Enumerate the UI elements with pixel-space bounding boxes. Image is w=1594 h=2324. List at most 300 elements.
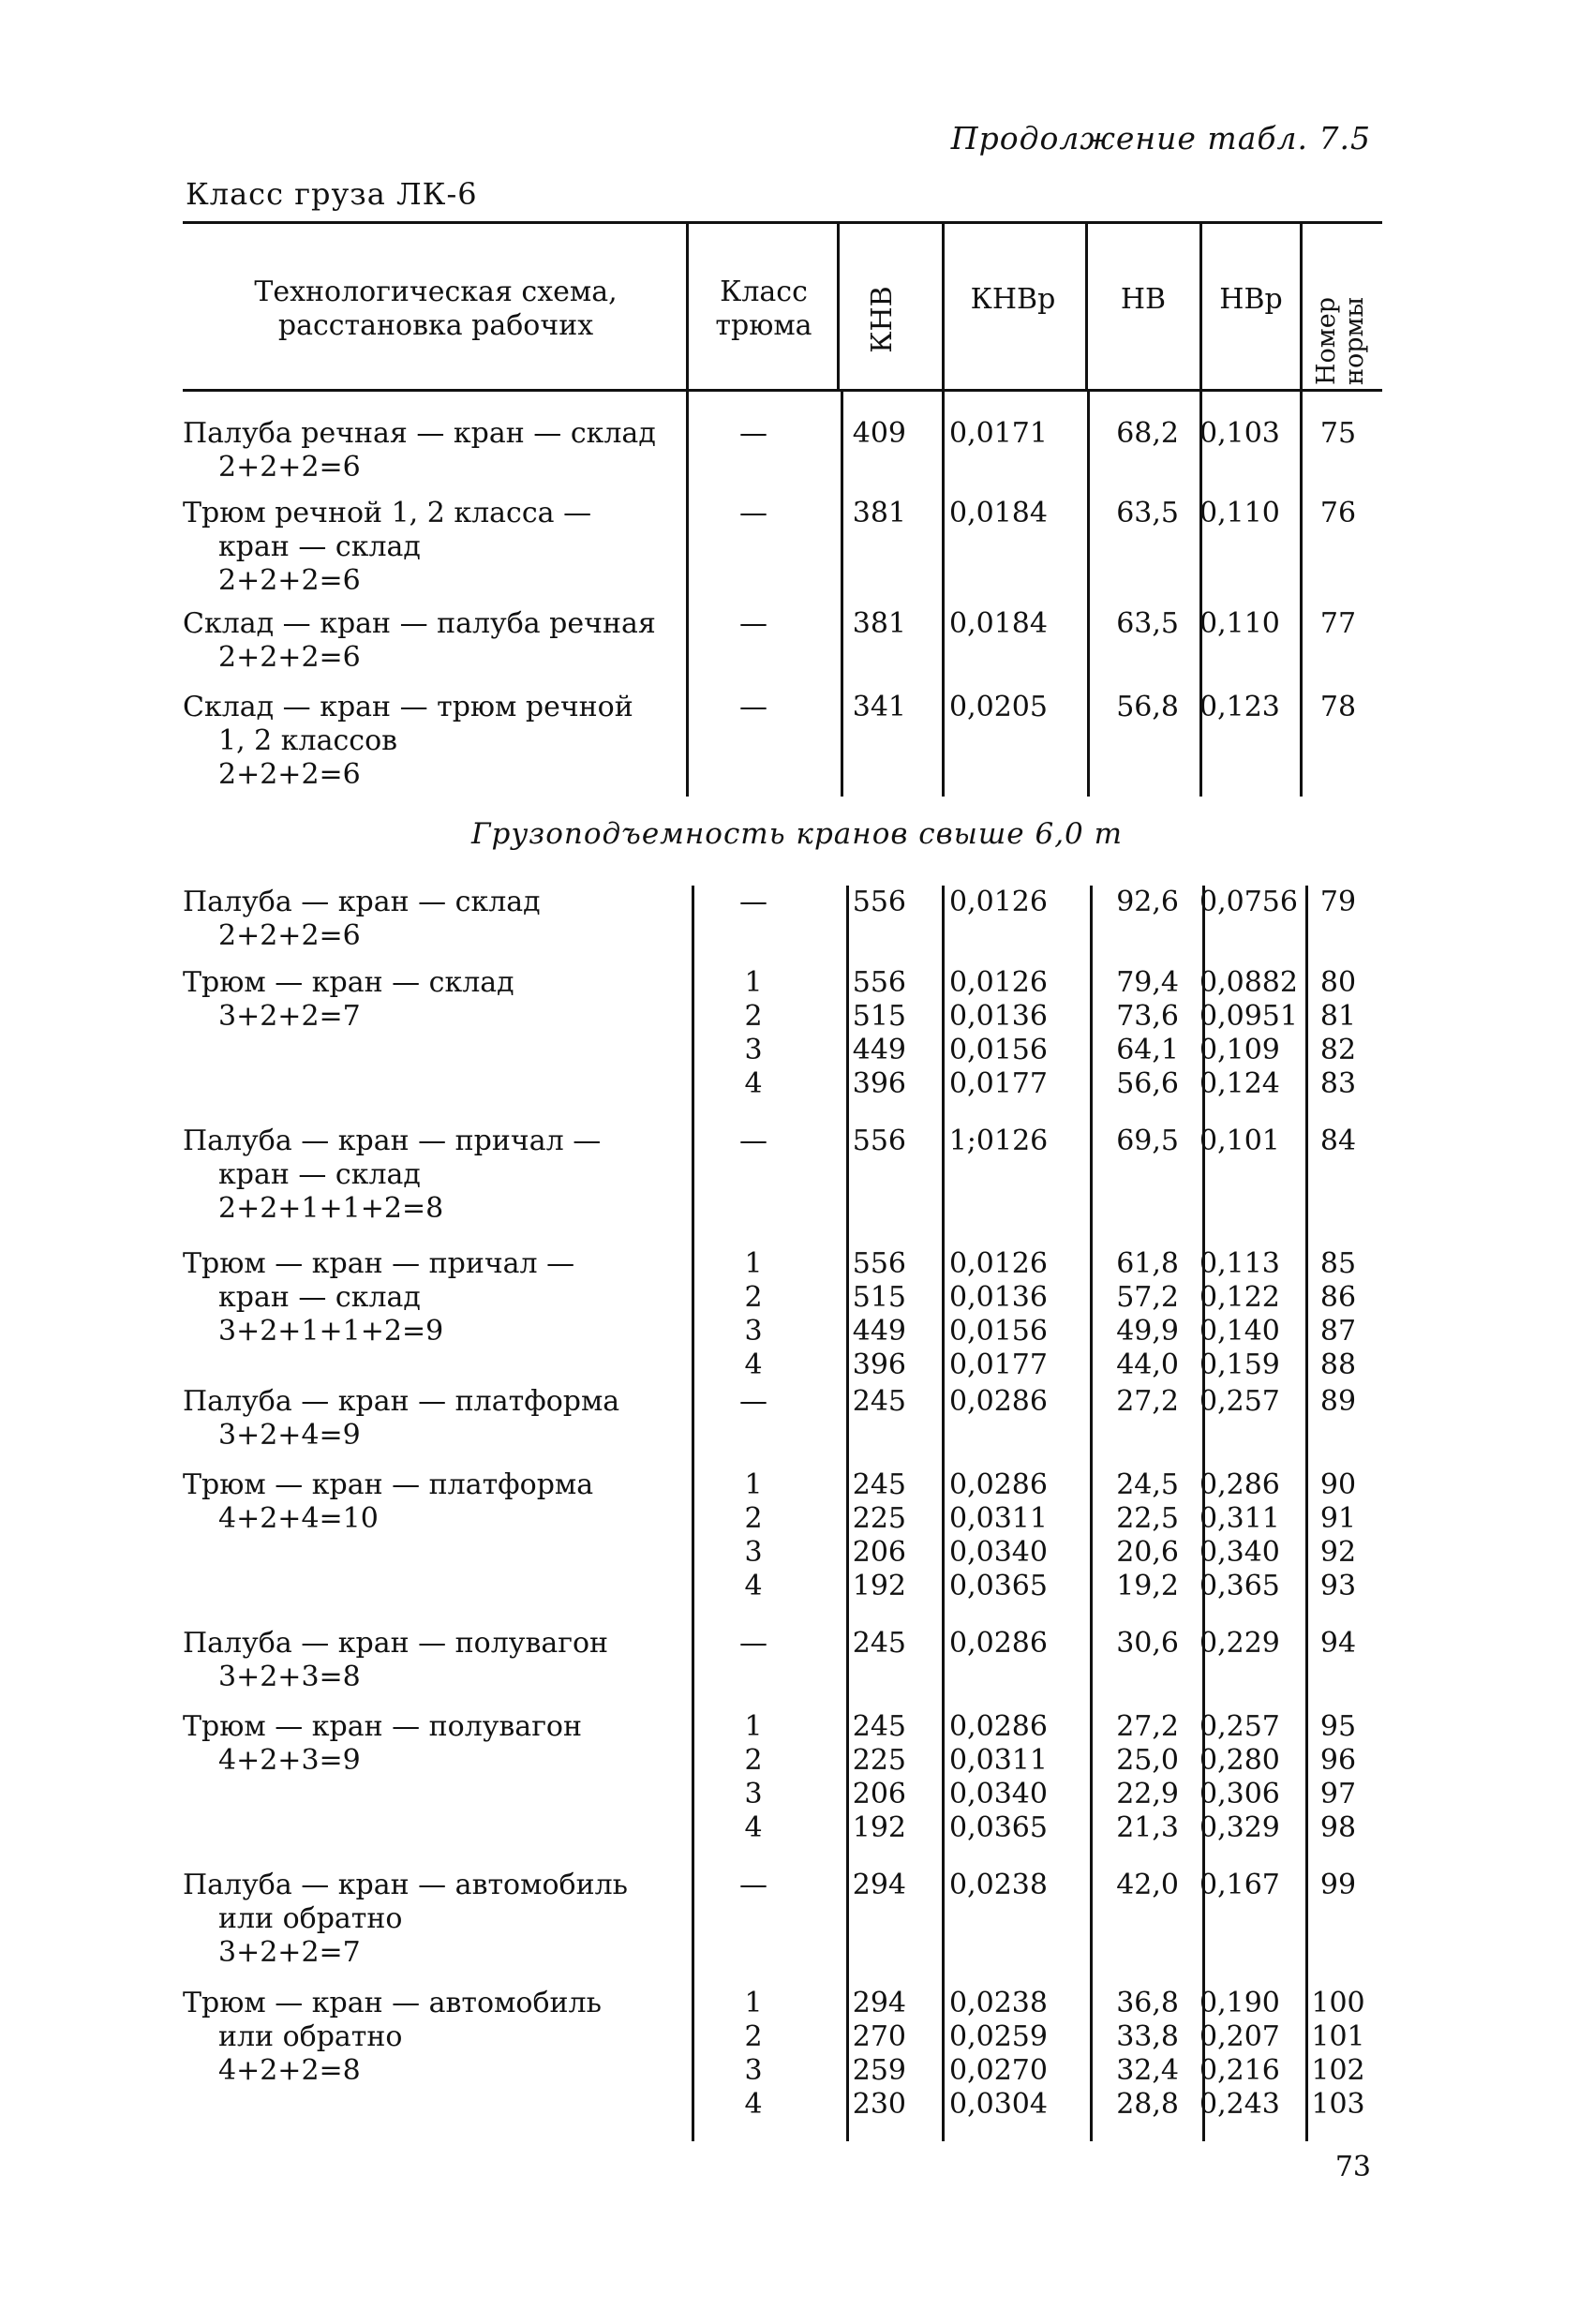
column-divider xyxy=(686,392,689,797)
column-header-norm-number: Номер нормы xyxy=(1312,296,1369,385)
norm-number-cell-value: 89 xyxy=(1319,1385,1357,1418)
header-divider xyxy=(686,223,689,390)
knv-cell-value: 381 xyxy=(852,497,906,529)
hold-class-cell-value: 4 xyxy=(744,1348,763,1381)
hold-class-cell xyxy=(712,886,795,919)
nvr-cell xyxy=(1199,1247,1301,1382)
hold-class-cell-value: 1 xyxy=(744,1468,763,1501)
scheme-cell xyxy=(183,1125,679,1226)
knvr-cell-value: 0,0270 xyxy=(949,2054,1048,2087)
nv-cell-value: 32,4 xyxy=(1116,2054,1179,2087)
knvr-cell-value: 0,0365 xyxy=(949,1570,1048,1602)
cargo-class-label: Класс груза ЛК-6 xyxy=(186,176,478,212)
nv-cell-value: 36,8 xyxy=(1116,1987,1179,2019)
knvr-cell-value: 0,0238 xyxy=(949,1987,1048,2019)
nvr-cell-value: 0,0951 xyxy=(1199,1000,1298,1033)
knvr-cell-value: 0,0156 xyxy=(949,1315,1048,1348)
knv-cell-value: 381 xyxy=(852,607,906,640)
table-continuation-caption: Продолжение табл. 7.5 xyxy=(950,120,1371,156)
nv-cell-value: 63,5 xyxy=(1116,607,1179,640)
knvr-cell-value: 0,0365 xyxy=(949,1811,1048,1844)
knvr-cell-value: 0,0311 xyxy=(949,1502,1048,1535)
norm-number-cell-value: 98 xyxy=(1319,1811,1357,1844)
norm-number-cell xyxy=(1305,497,1371,530)
hold-class-cell-value: 4 xyxy=(744,2088,763,2121)
scheme-line: 3+2+2=7 xyxy=(218,1936,361,1969)
scheme-line: 2+2+2=6 xyxy=(218,758,361,791)
scheme-cell xyxy=(183,1710,679,1778)
knvr-cell-value: 0,0304 xyxy=(949,2088,1048,2121)
nvr-cell xyxy=(1199,886,1301,919)
norm-number-cell xyxy=(1305,1627,1371,1661)
column-header-nvr: НВр xyxy=(1219,283,1283,316)
nvr-cell-value: 0,365 xyxy=(1199,1570,1280,1602)
scheme-line: 2+2+2=6 xyxy=(218,919,361,952)
nvr-cell-value: 0,257 xyxy=(1199,1710,1280,1743)
nv-cell-value: 49,9 xyxy=(1116,1315,1179,1348)
norm-number-cell-value: 81 xyxy=(1319,1000,1357,1033)
norm-number-cell-value: 94 xyxy=(1319,1627,1357,1660)
scheme-line: кран — склад xyxy=(218,1158,421,1191)
nv-cell-value: 92,6 xyxy=(1116,886,1179,918)
nvr-cell-value: 0,0882 xyxy=(1199,966,1298,999)
scheme-cell xyxy=(183,607,679,675)
knv-cell-value: 259 xyxy=(852,2054,906,2087)
nv-cell xyxy=(1087,1385,1179,1419)
norm-number-cell xyxy=(1305,966,1371,1101)
scheme-cell xyxy=(183,497,679,598)
hold-class-cell-value: 2 xyxy=(744,1281,763,1314)
knv-cell xyxy=(839,1987,906,2122)
table-top-rule xyxy=(183,221,1382,224)
knv-cell-value: 294 xyxy=(852,1987,906,2019)
nvr-cell-value: 0,101 xyxy=(1199,1125,1280,1157)
nvr-cell xyxy=(1199,1710,1301,1845)
knvr-cell-value: 0,0171 xyxy=(949,417,1048,450)
nvr-cell-value: 0,340 xyxy=(1199,1536,1280,1569)
knvr-cell-value: 0,0126 xyxy=(949,966,1048,999)
nv-cell-value: 63,5 xyxy=(1116,497,1179,529)
hold-class-cell-value: 2 xyxy=(744,1000,763,1033)
hold-class-cell-value: 1 xyxy=(744,1710,763,1743)
scheme-cell xyxy=(183,886,679,953)
knv-cell xyxy=(839,1385,906,1419)
nv-cell xyxy=(1087,966,1179,1101)
scheme-line: Палуба речная — кран — склад xyxy=(183,417,656,450)
scheme-cell xyxy=(183,1468,679,1536)
column-divider xyxy=(1087,392,1090,797)
knvr-cell xyxy=(940,966,1057,1101)
header-divider xyxy=(942,223,945,390)
nv-cell-value: 33,8 xyxy=(1116,2020,1179,2053)
norm-number-cell-value: 91 xyxy=(1319,1502,1357,1535)
nv-cell xyxy=(1087,1869,1179,1902)
knv-cell-value: 192 xyxy=(852,1570,906,1602)
knv-cell-value: 556 xyxy=(852,886,906,918)
norm-number-cell-value: 83 xyxy=(1319,1067,1357,1100)
knvr-cell-value: 0,0259 xyxy=(949,2020,1048,2053)
knv-cell xyxy=(839,607,906,641)
scheme-line: Трюм — кран — автомобиль xyxy=(183,1987,602,2019)
header-divider xyxy=(837,223,840,390)
nv-cell-value: 27,2 xyxy=(1116,1710,1179,1743)
nv-cell-value: 28,8 xyxy=(1116,2088,1179,2121)
nv-cell-value: 42,0 xyxy=(1116,1869,1179,1901)
norm-number-cell xyxy=(1305,1468,1371,1603)
nvr-cell-value: 0,280 xyxy=(1199,1744,1280,1777)
hold-class-cell-value: — xyxy=(739,497,767,529)
knv-cell-value: 556 xyxy=(852,1247,906,1280)
nv-cell-value: 21,3 xyxy=(1116,1811,1179,1844)
knv-cell xyxy=(839,1869,906,1902)
knvr-cell xyxy=(940,1710,1057,1845)
knv-cell-value: 341 xyxy=(852,691,906,723)
column-divider xyxy=(1199,392,1202,797)
hold-class-cell-value: 2 xyxy=(744,1502,763,1535)
nvr-cell-value: 0,243 xyxy=(1199,2088,1280,2121)
knvr-cell-value: 0,0205 xyxy=(949,691,1048,723)
hold-class-cell xyxy=(712,1247,795,1382)
column-divider xyxy=(942,392,945,797)
norm-number-cell xyxy=(1305,1710,1371,1845)
knvr-cell-value: 0,0126 xyxy=(949,1247,1048,1280)
nv-cell-value: 20,6 xyxy=(1116,1536,1179,1569)
hold-class-cell xyxy=(712,417,795,451)
norm-number-cell-value: 100 xyxy=(1311,1987,1365,2019)
knvr-cell-value: 0,0286 xyxy=(949,1468,1048,1501)
knvr-cell xyxy=(940,886,1057,919)
norm-number-cell-value: 76 xyxy=(1319,497,1357,529)
knv-cell xyxy=(839,966,906,1101)
knvr-cell-value: 1;0126 xyxy=(948,1125,1049,1157)
nv-cell xyxy=(1087,497,1179,530)
knv-cell xyxy=(839,1627,906,1661)
knv-cell-value: 449 xyxy=(852,1315,906,1348)
hold-class-cell-value: 1 xyxy=(744,1987,763,2019)
knvr-cell xyxy=(940,1987,1057,2122)
nv-cell-value: 44,0 xyxy=(1116,1348,1179,1381)
knvr-cell-value: 0,0286 xyxy=(949,1710,1048,1743)
nvr-cell-value: 0,167 xyxy=(1199,1869,1280,1901)
norm-number-cell-value: 87 xyxy=(1319,1315,1357,1348)
knvr-cell-value: 0,0311 xyxy=(949,1744,1048,1777)
nv-cell-value: 64,1 xyxy=(1116,1034,1179,1066)
knv-cell-value: 206 xyxy=(852,1536,906,1569)
scheme-cell xyxy=(183,691,679,792)
column-header-knvr: КНВр xyxy=(970,283,1056,316)
nvr-cell-value: 0,329 xyxy=(1199,1811,1280,1844)
hold-class-cell-value: — xyxy=(739,607,767,640)
nvr-cell-value: 0,110 xyxy=(1199,607,1280,640)
nv-cell-value: 27,2 xyxy=(1116,1385,1179,1418)
header-divider xyxy=(1199,223,1202,390)
column-header-scheme: Технологическая схема, расстановка рабочих xyxy=(254,276,618,342)
hold-class-cell xyxy=(712,1710,795,1845)
scheme-line: или обратно xyxy=(218,2020,403,2053)
knvr-cell xyxy=(940,1627,1057,1661)
norm-number-cell-value: 97 xyxy=(1319,1778,1357,1810)
hold-class-cell xyxy=(712,1987,795,2122)
knv-cell-value: 230 xyxy=(852,2088,906,2121)
hold-class-cell-value: 4 xyxy=(744,1067,763,1100)
scheme-line: 4+2+4=10 xyxy=(218,1502,379,1535)
scheme-line: кран — склад xyxy=(218,1281,421,1314)
norm-number-cell-value: 95 xyxy=(1319,1710,1357,1743)
nvr-cell-value: 0,229 xyxy=(1199,1627,1280,1660)
knvr-cell xyxy=(940,1125,1057,1158)
nv-cell xyxy=(1087,1710,1179,1845)
scheme-line: 2+2+2=6 xyxy=(218,641,361,674)
knvr-cell-value: 0,0126 xyxy=(949,886,1048,918)
nv-cell-value: 22,9 xyxy=(1116,1778,1179,1810)
nv-cell xyxy=(1087,1468,1179,1603)
nvr-cell-value: 0,110 xyxy=(1199,497,1280,529)
nvr-cell xyxy=(1199,1125,1301,1158)
nv-cell xyxy=(1087,1987,1179,2122)
hold-class-cell-value: — xyxy=(739,1627,767,1660)
norm-number-cell-value: 96 xyxy=(1319,1744,1357,1777)
scheme-line: Палуба — кран — причал — xyxy=(183,1125,602,1157)
scheme-cell xyxy=(183,1247,679,1348)
knv-cell-value: 515 xyxy=(852,1000,906,1033)
nv-cell xyxy=(1087,607,1179,641)
scheme-line: 4+2+2=8 xyxy=(218,2054,361,2087)
hold-class-cell xyxy=(712,607,795,641)
scheme-line: Трюм речной 1, 2 класса — xyxy=(183,497,592,529)
hold-class-cell-value: 4 xyxy=(744,1570,763,1602)
norm-number-cell xyxy=(1305,1869,1371,1902)
knv-cell-value: 396 xyxy=(852,1067,906,1100)
hold-class-cell-value: 1 xyxy=(744,1247,763,1280)
hold-class-cell xyxy=(712,1468,795,1603)
knvr-cell xyxy=(940,497,1057,530)
nvr-cell-value: 0,140 xyxy=(1199,1315,1280,1348)
knv-cell-value: 515 xyxy=(852,1281,906,1314)
scheme-line: 3+2+2=7 xyxy=(218,1000,361,1033)
scheme-line: 3+2+1+1+2=9 xyxy=(218,1315,444,1348)
scheme-line: Трюм — кран — склад xyxy=(183,966,514,999)
nv-cell xyxy=(1087,1627,1179,1661)
knvr-cell xyxy=(940,691,1057,724)
knv-cell-value: 192 xyxy=(852,1811,906,1844)
nv-cell xyxy=(1087,1125,1179,1158)
hold-class-cell-value: 3 xyxy=(744,2054,763,2087)
nvr-cell xyxy=(1199,966,1301,1101)
hold-class-cell xyxy=(712,966,795,1101)
knvr-cell xyxy=(940,1247,1057,1382)
norm-number-cell-value: 102 xyxy=(1311,2054,1365,2087)
column-divider xyxy=(692,886,694,2141)
knvr-cell-value: 0,0286 xyxy=(949,1385,1048,1418)
scheme-cell xyxy=(183,1869,679,1970)
nvr-cell xyxy=(1199,691,1301,724)
norm-number-cell-value: 75 xyxy=(1319,417,1357,450)
nv-cell-value: 79,4 xyxy=(1116,966,1179,999)
nvr-cell-value: 0,103 xyxy=(1199,417,1280,450)
norm-number-cell-value: 85 xyxy=(1319,1247,1357,1280)
scheme-line: 3+2+3=8 xyxy=(218,1661,361,1693)
knv-cell xyxy=(839,1468,906,1603)
header-divider xyxy=(1085,223,1088,390)
norm-number-cell xyxy=(1305,886,1371,919)
scheme-line: Трюм — кран — причал — xyxy=(183,1247,575,1280)
column-divider xyxy=(1300,392,1303,797)
scheme-line: Палуба — кран — автомобиль xyxy=(183,1869,628,1901)
scheme-line: Склад — кран — палуба речная xyxy=(183,607,656,640)
hold-class-cell-value: 4 xyxy=(744,1811,763,1844)
knvr-cell xyxy=(940,1869,1057,1902)
norm-number-cell-value: 86 xyxy=(1319,1281,1357,1314)
knvr-cell-value: 0,0156 xyxy=(949,1034,1048,1066)
hold-class-cell xyxy=(712,1385,795,1419)
hold-class-cell-value: 3 xyxy=(744,1034,763,1066)
scheme-line: 3+2+4=9 xyxy=(218,1419,361,1452)
hold-class-cell-value: 3 xyxy=(744,1315,763,1348)
norm-number-cell-value: 103 xyxy=(1311,2088,1365,2121)
page-number: 73 xyxy=(1334,2151,1371,2183)
nv-cell xyxy=(1087,1247,1179,1382)
nvr-cell xyxy=(1199,607,1301,641)
norm-number-cell xyxy=(1305,1385,1371,1419)
hold-class-cell-value: 2 xyxy=(744,1744,763,1777)
knvr-cell xyxy=(940,1385,1057,1419)
hold-class-cell-value: 3 xyxy=(744,1536,763,1569)
scheme-line: 2+2+2=6 xyxy=(218,451,361,484)
nvr-cell-value: 0,286 xyxy=(1199,1468,1280,1501)
nv-cell-value: 30,6 xyxy=(1116,1627,1179,1660)
norm-number-cell-value: 99 xyxy=(1319,1869,1357,1901)
nvr-cell-value: 0,0756 xyxy=(1199,886,1298,918)
nvr-cell-value: 0,113 xyxy=(1199,1247,1280,1280)
knv-cell xyxy=(839,497,906,530)
norm-number-cell xyxy=(1305,691,1371,724)
knvr-cell-value: 0,0136 xyxy=(949,1281,1048,1314)
nvr-cell-value: 0,190 xyxy=(1199,1987,1280,2019)
scheme-cell xyxy=(183,966,679,1034)
hold-class-cell-value: — xyxy=(739,1385,767,1418)
knvr-cell-value: 0,0177 xyxy=(949,1067,1048,1100)
knv-cell-value: 556 xyxy=(852,1125,906,1157)
knv-cell-value: 449 xyxy=(852,1034,906,1066)
section-2-title: Грузоподъемность кранов свыше 6,0 т xyxy=(470,817,1124,851)
nv-cell-value: 24,5 xyxy=(1116,1468,1179,1501)
hold-class-cell-value: — xyxy=(739,691,767,723)
hold-class-cell xyxy=(712,1869,795,1902)
column-header-nv: НВ xyxy=(1120,283,1167,316)
norm-number-cell xyxy=(1305,1247,1371,1382)
knv-cell xyxy=(839,1710,906,1845)
nv-cell-value: 73,6 xyxy=(1116,1000,1179,1033)
table-header-bottom-rule xyxy=(183,389,1382,392)
knvr-cell-value: 0,0184 xyxy=(949,497,1048,529)
norm-number-cell-value: 84 xyxy=(1319,1125,1357,1157)
knv-cell-value: 270 xyxy=(852,2020,906,2053)
hold-class-cell xyxy=(712,1627,795,1661)
nvr-cell-value: 0,207 xyxy=(1199,2020,1280,2053)
hold-class-cell-value: — xyxy=(739,886,767,918)
scheme-line: 4+2+3=9 xyxy=(218,1744,361,1777)
scheme-line: 2+2+1+1+2=8 xyxy=(218,1192,444,1225)
norm-number-cell-value: 80 xyxy=(1319,966,1357,999)
nv-cell-value: 61,8 xyxy=(1116,1247,1179,1280)
knv-cell-value: 409 xyxy=(852,417,906,450)
knv-cell xyxy=(839,1247,906,1382)
knv-cell-value: 225 xyxy=(852,1502,906,1535)
hold-class-cell xyxy=(712,497,795,530)
scheme-line: 2+2+2=6 xyxy=(218,564,361,597)
header-divider xyxy=(1300,223,1303,390)
nv-cell xyxy=(1087,417,1179,451)
nvr-cell-value: 0,122 xyxy=(1199,1281,1280,1314)
scheme-line: Склад — кран — трюм речной xyxy=(183,691,633,723)
nv-cell-value: 57,2 xyxy=(1116,1281,1179,1314)
knv-cell xyxy=(839,886,906,919)
scheme-line: или обратно xyxy=(218,1902,403,1935)
scheme-cell xyxy=(183,417,679,484)
scheme-line: Трюм — кран — полувагон xyxy=(183,1710,582,1743)
nv-cell-value: 25,0 xyxy=(1116,1744,1179,1777)
knvr-cell-value: 0,0286 xyxy=(949,1627,1048,1660)
knv-cell-value: 245 xyxy=(852,1627,906,1660)
nv-cell-value: 22,5 xyxy=(1116,1502,1179,1535)
norm-number-cell-value: 88 xyxy=(1319,1348,1357,1381)
nv-cell-value: 69,5 xyxy=(1116,1125,1179,1157)
knvr-cell-value: 0,0238 xyxy=(949,1869,1048,1901)
nvr-cell-value: 0,216 xyxy=(1199,2054,1280,2087)
scheme-line: Палуба — кран — полувагон xyxy=(183,1627,608,1660)
nv-cell-value: 56,6 xyxy=(1116,1067,1179,1100)
scheme-cell xyxy=(183,1627,679,1694)
hold-class-cell-value: 2 xyxy=(744,2020,763,2053)
hold-class-cell xyxy=(712,691,795,724)
scheme-line: 1, 2 классов xyxy=(218,724,398,757)
nvr-cell xyxy=(1199,1385,1301,1419)
knv-cell xyxy=(839,691,906,724)
nvr-cell-value: 0,124 xyxy=(1199,1067,1280,1100)
nvr-cell xyxy=(1199,497,1301,530)
nvr-cell xyxy=(1199,417,1301,451)
hold-class-cell-value: — xyxy=(739,1125,767,1157)
norm-number-cell xyxy=(1305,417,1371,451)
hold-class-cell-value: — xyxy=(739,1869,767,1901)
knvr-cell-value: 0,0184 xyxy=(949,607,1048,640)
knv-cell xyxy=(839,1125,906,1158)
nv-cell-value: 56,8 xyxy=(1116,691,1179,723)
knv-cell-value: 245 xyxy=(852,1468,906,1501)
norm-number-cell-value: 90 xyxy=(1319,1468,1357,1501)
norm-number-cell xyxy=(1305,1987,1371,2122)
knv-cell-value: 556 xyxy=(852,966,906,999)
scheme-line: Палуба — кран — склад xyxy=(183,886,541,918)
knvr-cell xyxy=(940,607,1057,641)
knv-cell-value: 396 xyxy=(852,1348,906,1381)
knv-cell-value: 225 xyxy=(852,1744,906,1777)
knv-cell-value: 206 xyxy=(852,1778,906,1810)
nvr-cell-value: 0,257 xyxy=(1199,1385,1280,1418)
nv-cell-value: 19,2 xyxy=(1116,1570,1179,1602)
knvr-cell xyxy=(940,1468,1057,1603)
knv-cell-value: 294 xyxy=(852,1869,906,1901)
knvr-cell-value: 0,0177 xyxy=(949,1348,1048,1381)
scheme-cell xyxy=(183,1385,679,1452)
nvr-cell-value: 0,159 xyxy=(1199,1348,1280,1381)
hold-class-cell xyxy=(712,1125,795,1158)
nvr-cell xyxy=(1199,1627,1301,1661)
column-header-knv: КНВ xyxy=(866,286,899,353)
norm-number-cell xyxy=(1305,1125,1371,1158)
nvr-cell xyxy=(1199,1987,1301,2122)
nvr-cell-value: 0,311 xyxy=(1199,1502,1280,1535)
